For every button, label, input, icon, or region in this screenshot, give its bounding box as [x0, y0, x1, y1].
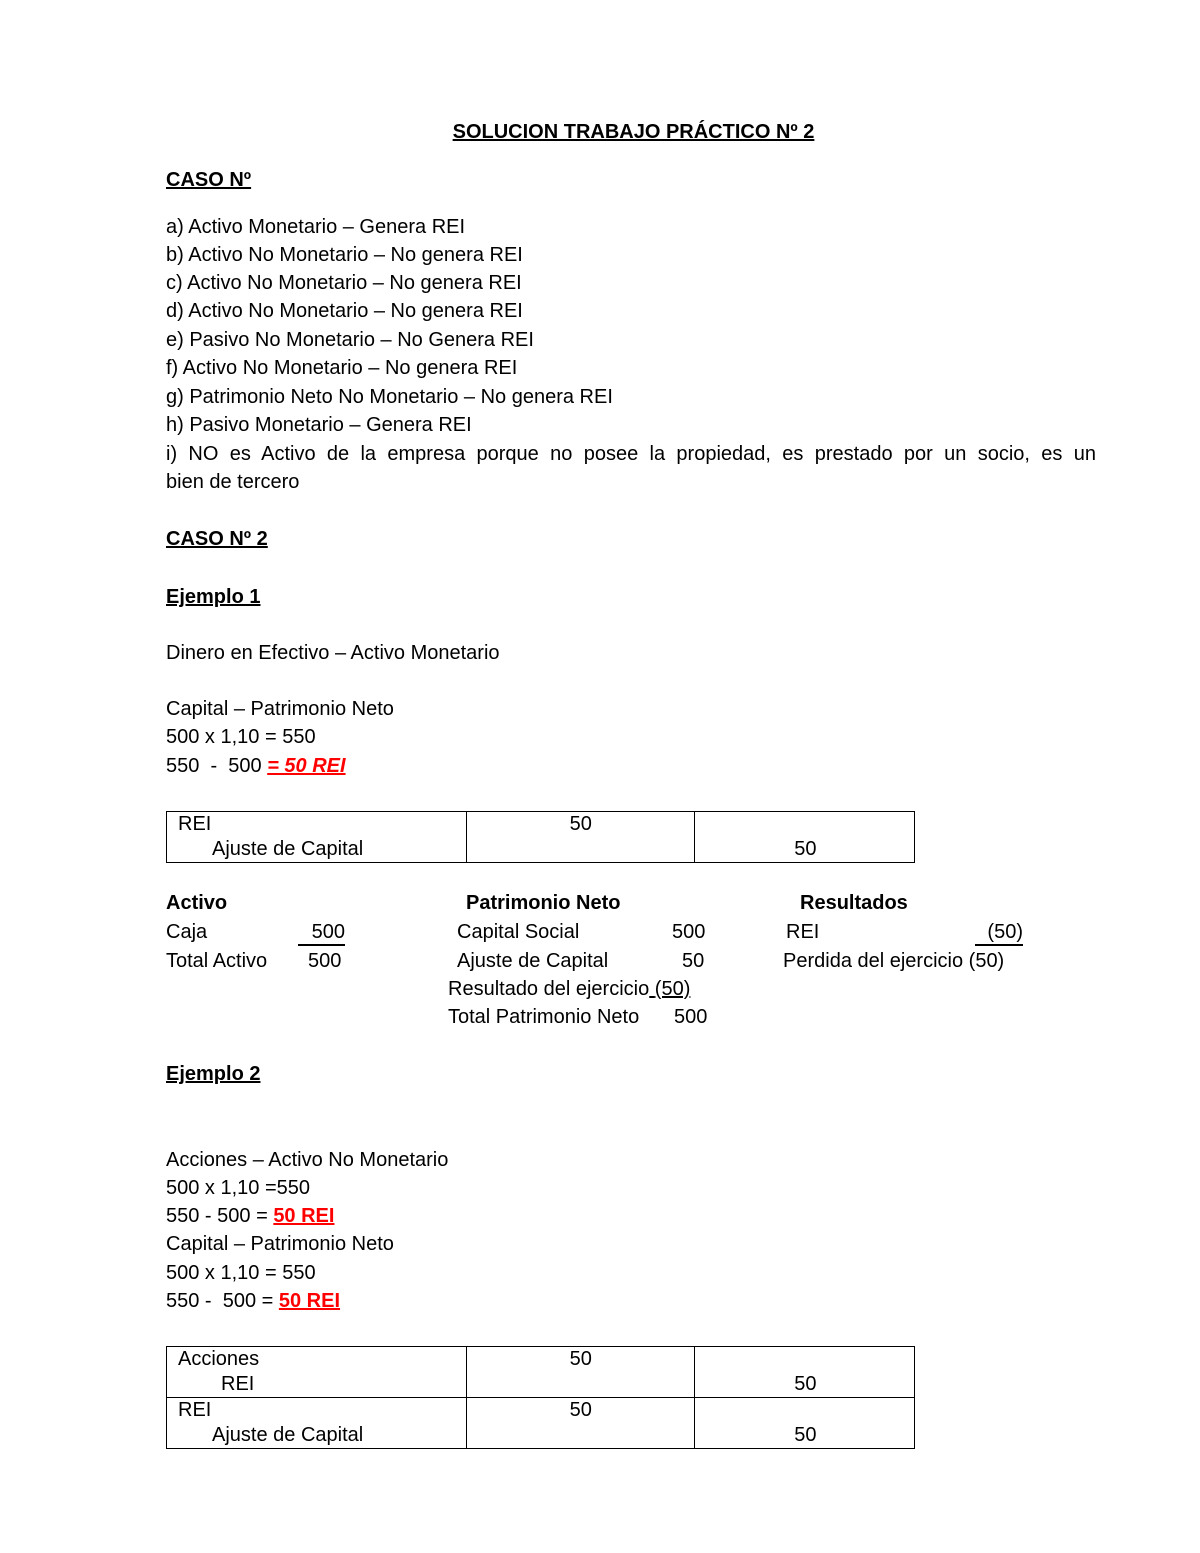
list-item: b) Activo No Monetario – No genera REI — [166, 244, 523, 266]
rei-result: 50 REI — [273, 1205, 335, 1227]
list-item: h) Pasivo Monetario – Genera REI — [166, 414, 472, 436]
capital-social-value: 500 — [672, 921, 706, 943]
debit-account: REI — [178, 813, 212, 835]
table-row — [167, 812, 915, 863]
ledger-accounts — [167, 1398, 467, 1449]
total-patrimonio-value: 500 — [674, 1006, 708, 1028]
ejemplo-2-line: 500 x 1,10 = 550 — [166, 1262, 316, 1284]
ledger-credit — [695, 812, 915, 863]
caso-2-heading: CASO Nº 2 — [166, 528, 268, 550]
ajuste-capital-value: 50 — [682, 950, 705, 972]
patrimonio-heading: Patrimonio Neto — [466, 892, 621, 914]
list-item: a) Activo Monetario – Genera REI — [166, 216, 466, 238]
ledger-credit — [695, 1347, 915, 1398]
ledger-table-1 — [166, 811, 915, 863]
ejemplo-2-heading: Ejemplo 2 — [166, 1063, 261, 1085]
ledger-accounts — [167, 812, 467, 863]
credit-value: 50 — [794, 838, 817, 860]
list-item: e) Pasivo No Monetario – No Genera REI — [166, 329, 534, 351]
list-item-i-line1: i) NO es Activo de la empresa porque no posee la propiedad, es prestado por un socio, es un — [166, 443, 1096, 465]
ejemplo-2-line: 500 x 1,10 =550 — [166, 1177, 311, 1199]
rei-label: REI — [786, 921, 820, 943]
ejemplo-2-line: Capital – Patrimonio Neto — [166, 1233, 394, 1255]
resultados-heading: Resultados — [800, 892, 908, 914]
list-item: c) Activo No Monetario – No genera REI — [166, 272, 522, 294]
ejemplo-2-line — [166, 1289, 340, 1313]
ledger-debit — [466, 1398, 695, 1449]
ledger-debit — [466, 1347, 695, 1398]
rei-value: (50) — [975, 920, 1023, 946]
debit-account: Acciones — [178, 1348, 260, 1370]
table-row — [167, 1398, 915, 1449]
ledger-debit — [466, 812, 695, 863]
credit-account: Ajuste de Capital — [212, 1424, 364, 1446]
ejemplo-1-line: Dinero en Efectivo – Activo Monetario — [166, 642, 500, 664]
perdida-ejercicio: Perdida del ejercicio (50) — [783, 950, 1005, 972]
credit-account: Ajuste de Capital — [212, 838, 364, 860]
ejemplo-1-line — [166, 754, 346, 778]
debit-value: 50 — [569, 1399, 592, 1421]
ledger-credit — [695, 1398, 915, 1449]
caja-value: 500 — [298, 920, 345, 946]
debit-value: 50 — [569, 1348, 592, 1370]
table-row — [167, 1347, 915, 1398]
caso-1-heading: CASO Nº — [166, 169, 252, 191]
calc-text: 550 - 500 — [166, 755, 268, 777]
page-title: SOLUCION TRABAJO PRÁCTICO Nº 2 — [452, 121, 815, 143]
list-item: f) Activo No Monetario – No genera REI — [166, 357, 518, 379]
calc-text: 550 - 500 = — [166, 1290, 279, 1312]
ejemplo-1-line: 500 x 1,10 = 550 — [166, 726, 316, 748]
caja-label: Caja — [166, 921, 208, 943]
total-activo-value: 500 — [308, 950, 342, 972]
ledger-accounts — [167, 1347, 467, 1398]
debit-value: 50 — [569, 813, 592, 835]
total-patrimonio-label: Total Patrimonio Neto — [448, 1006, 640, 1028]
capital-social-label: Capital Social — [457, 921, 580, 943]
ejemplo-2-line: Acciones – Activo No Monetario — [166, 1149, 449, 1171]
resultado-label: Resultado del ejercicio — [448, 978, 650, 1000]
rei-result: 50 REI — [278, 1290, 341, 1312]
list-item: g) Patrimonio Neto No Monetario – No genera REI — [166, 386, 613, 408]
credit-value: 50 — [794, 1373, 817, 1395]
ledger-table-2 — [166, 1346, 915, 1449]
credit-value: 50 — [794, 1424, 817, 1446]
calc-text: 550 - 500 = — [166, 1205, 274, 1227]
list-item-i-line2: bien de tercero — [166, 471, 300, 493]
ajuste-capital-label: Ajuste de Capital — [457, 950, 609, 972]
resultado-ejercicio — [448, 977, 690, 1001]
resultado-value: (50) — [654, 978, 691, 1000]
ejemplo-2-line — [166, 1204, 334, 1228]
rei-result: = 50 REI — [267, 755, 346, 777]
credit-account: REI — [221, 1373, 255, 1395]
ejemplo-1-line: Capital – Patrimonio Neto — [166, 698, 394, 720]
ejemplo-1-heading: Ejemplo 1 — [166, 586, 261, 608]
activo-heading: Activo — [166, 892, 228, 914]
list-item: d) Activo No Monetario – No genera REI — [166, 300, 523, 322]
total-activo-label: Total Activo — [166, 950, 268, 972]
debit-account: REI — [178, 1399, 212, 1421]
